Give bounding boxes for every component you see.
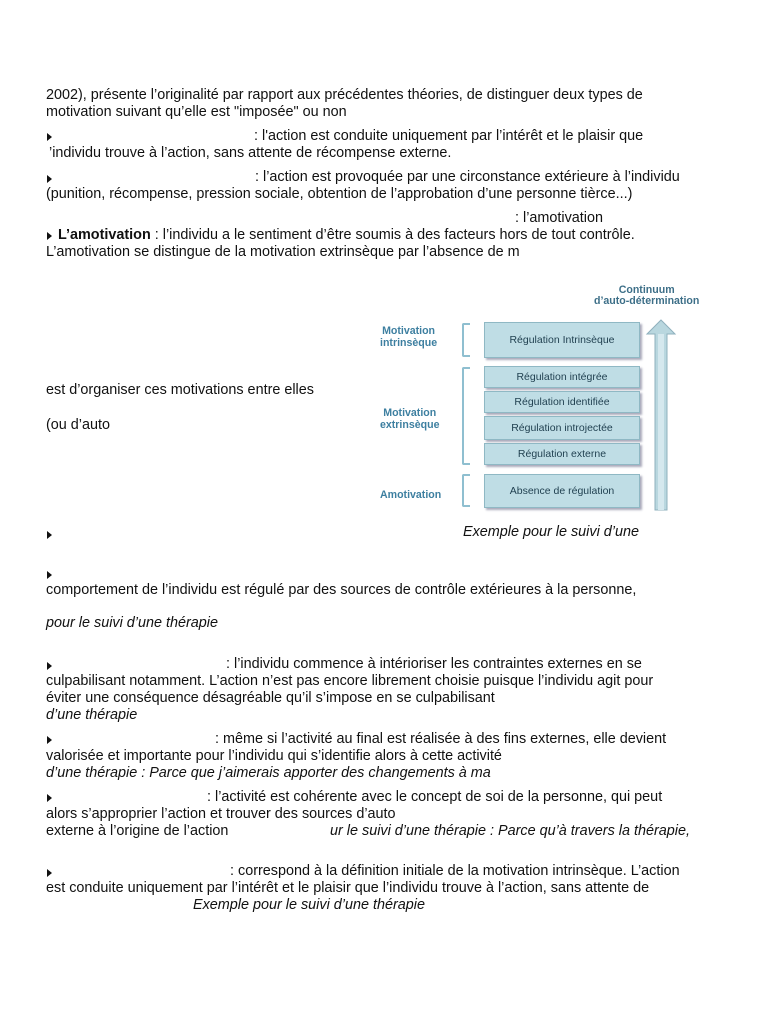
text-line: (ou d’auto [46,417,111,433]
box-absence-regulation: Absence de régulation [484,474,640,508]
text-line: : l’amotivation [515,210,603,226]
continuum-line-2: d’auto-détermination [594,295,700,307]
bullet-icon [47,794,52,802]
bullet-icon [47,736,52,744]
brace [462,367,470,465]
text-line: : l’activité est cohérente avec le concept de soi de la personne, qui peut [207,789,663,805]
text-line: ’individu trouve à l’action, sans attente de récompense externe. [49,145,452,161]
text-line: d’une thérapie : Parce que j’aimerais apporter des changements à ma [46,765,491,781]
text-line: Exemple pour le suivi d’une thérapie [193,897,425,913]
bold-term: L’amotivation [58,227,151,243]
text-line: éviter une conséquence désagréable qu’il s’impose en se culpabilisant [46,690,495,706]
continuum-line-1: Continuum [618,284,675,296]
text-line: pour le suivi d’une thérapie [46,615,218,631]
text-line: est conduite uniquement par l’intérêt et le plaisir que l’individu trouve à l’action, sans attente de [46,880,650,896]
bullet-icon [47,869,52,877]
text-line: culpabilisant notamment. L’action n’est pas encore librement choisie puisque l’individu agit pour [46,673,654,689]
text-line: valorisée et importante pour l’individu qui s’identifie alors à cette activité [46,748,502,764]
text-line: Exemple pour le suivi d’une [463,524,639,540]
brace [462,474,470,507]
category-line: extrinsèque [380,419,440,431]
text-line: ur le suivi d’une thérapie : Parce qu’à travers la thérapie, [330,823,690,839]
text-fragment: : l’individu a le sentiment d’être soumis à des facteurs hors de tout contrôle. [150,227,635,243]
text-line: : l’action est provoquée par une circonstance extérieure à l’individu [255,169,680,185]
category-line: intrinsèque [380,337,438,349]
text-line: externe à l’origine de l’action [46,823,229,839]
bullet-icon [47,571,52,579]
bullet-icon [47,662,52,670]
text-line [58,227,635,244]
bullet-icon [47,232,52,240]
bullet-icon [47,133,52,141]
up-arrow-icon [644,318,678,512]
bullet-icon [47,175,52,183]
category-amotivation: Amotivation [380,489,442,501]
text-line: alors s’approprier l’action et trouver des sources d’auto [46,806,396,822]
text-line: est d’organiser ces motivations entre elles [46,382,314,398]
text-line: : correspond à la définition initiale de la motivation intrinsèque. L’action [230,863,680,879]
box-regulation-integree: Régulation intégrée [484,366,640,388]
category-intrinsic [380,325,437,349]
bullet-icon [47,531,52,539]
text-line: comportement de l’individu est régulé par des sources de contrôle extérieures à la personne, [46,582,637,598]
category-line: Motivation [382,325,436,337]
box-regulation-identifiee: Régulation identifiée [484,391,640,413]
text-line: L’amotivation se distingue de la motivation extrinsèque par l’absence de m [46,244,520,260]
brace [462,323,470,357]
text-line: motivation suivant qu’elle est "imposée" ou non [46,104,347,120]
text-line: : même si l’activité au final est réalisée à des fins externes, elle devient [215,731,667,747]
box-regulation-externe: Régulation externe [484,443,640,465]
box-regulation-intrinseque: Régulation Intrinsèque [484,322,640,358]
text-line: d’une thérapie [46,707,138,723]
category-extrinsic [380,407,439,431]
continuum-label [594,285,699,307]
category-line: Motivation [383,407,437,419]
text-line: (punition, récompense, pression sociale, obtention de l’approbation d’une personne tièrce...) [46,186,633,202]
text-line: 2002), présente l’originalité par rapport aux précédentes théories, de distinguer deux types de [46,87,643,103]
box-regulation-introjectee: Régulation introjectée [484,416,640,440]
text-line: : l'action est conduite uniquement par l’intérêt et le plaisir que [254,128,644,144]
text-line: : l’individu commence à intérioriser les contraintes externes en se [226,656,642,672]
